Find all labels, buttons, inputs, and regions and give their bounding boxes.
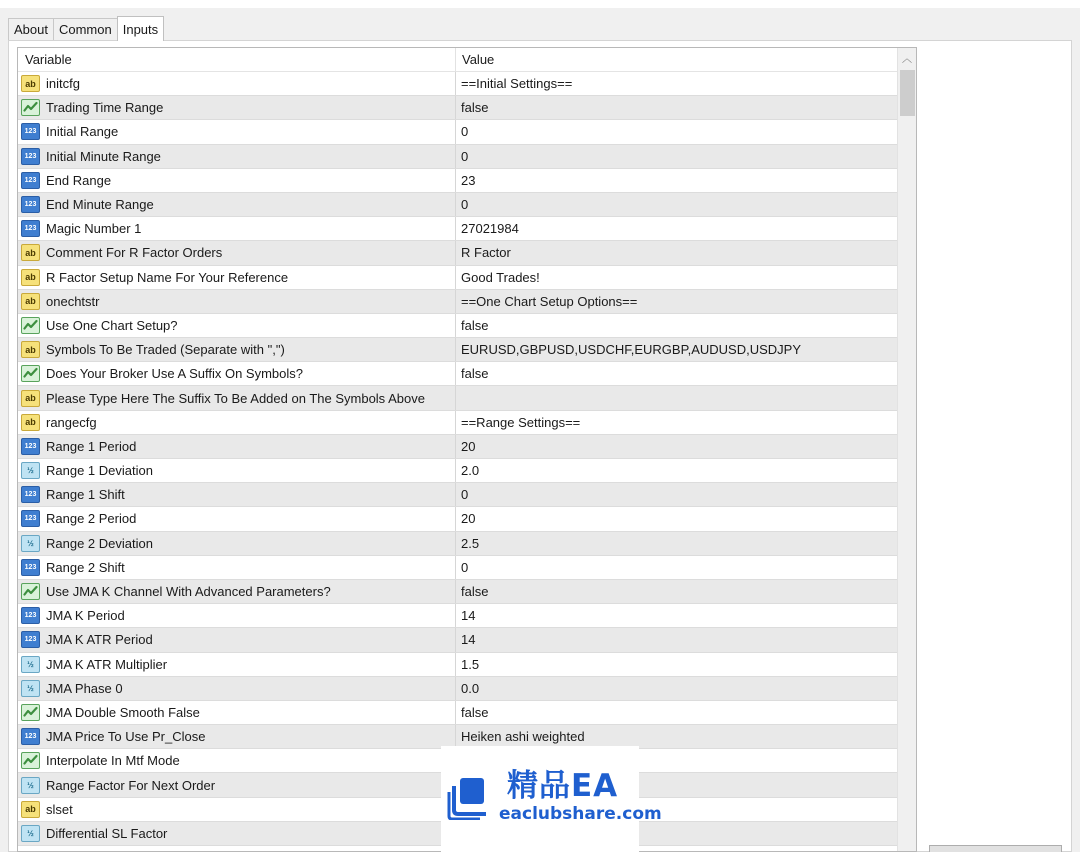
integer-type-icon: 123 <box>21 220 40 237</box>
table-row[interactable] <box>18 459 898 483</box>
table-row[interactable] <box>18 677 898 701</box>
value-cell[interactable]: 1.5 <box>461 656 480 672</box>
side-button-partial[interactable] <box>929 845 1062 852</box>
string-type-icon: ab <box>21 293 40 310</box>
variable-cell <box>18 701 456 724</box>
variable-name: onechtstr <box>46 293 100 309</box>
variable-name: JMA Price To Use Pr_Close <box>46 729 206 745</box>
tab-common[interactable]: Common <box>53 18 118 40</box>
value-cell[interactable]: 27021984 <box>461 221 519 237</box>
variable-cell <box>18 628 456 651</box>
value-cell[interactable]: ==One Chart Setup Options== <box>461 293 638 309</box>
value-cell[interactable]: 14 <box>461 608 476 624</box>
value-cell[interactable] <box>456 386 898 409</box>
value-cell[interactable]: 0 <box>461 124 469 140</box>
variable-name: Range 1 Period <box>46 438 137 454</box>
variable-cell <box>18 507 456 530</box>
column-header-variable[interactable]: Variable <box>18 48 456 72</box>
table-row[interactable] <box>18 435 898 459</box>
variable-name: JMA K ATR Multiplier <box>46 656 168 672</box>
integer-type-icon: 123 <box>21 148 40 165</box>
variable-name: JMA Double Smooth False <box>46 704 200 720</box>
variable-name: Range 1 Deviation <box>46 463 153 479</box>
table-row[interactable] <box>18 507 898 531</box>
variable-name: Please Type Here The Suffix To Be Added on The Symbols Above <box>46 390 425 406</box>
value-cell[interactable]: 14 <box>461 632 476 648</box>
integer-type-icon: 123 <box>21 559 40 576</box>
variable-name: Magic Number 1 <box>46 221 142 237</box>
integer-type-icon: 123 <box>21 510 40 527</box>
table-row[interactable] <box>18 241 898 265</box>
variable-cell <box>18 314 456 337</box>
table-row[interactable] <box>18 193 898 217</box>
variable-cell <box>18 217 456 240</box>
variable-name: JMA K ATR Period <box>46 632 153 648</box>
integer-type-icon: 123 <box>21 123 40 140</box>
variable-name: Does Your Broker Use A Suffix On Symbols? <box>46 366 304 382</box>
tab-about[interactable]: About <box>8 18 54 40</box>
grid-rows <box>18 72 898 846</box>
value-cell[interactable]: false <box>461 317 489 333</box>
variable-cell <box>18 72 456 95</box>
tab-bar <box>8 16 163 40</box>
variable-cell <box>18 653 456 676</box>
integer-type-icon: 123 <box>21 728 40 745</box>
double-type-icon: ½ <box>21 535 40 552</box>
value-cell[interactable]: R Factor <box>461 245 511 261</box>
variable-cell <box>18 169 456 192</box>
table-row[interactable] <box>18 604 898 628</box>
value-cell[interactable]: 20 <box>461 438 476 454</box>
scrollbar-thumb[interactable] <box>900 70 915 116</box>
window-top-strip <box>0 0 1080 8</box>
value-cell[interactable]: ==Range Settings== <box>461 414 581 430</box>
table-row[interactable] <box>18 290 898 314</box>
integer-type-icon: 123 <box>21 486 40 503</box>
boolean-type-icon <box>21 752 40 769</box>
table-row[interactable] <box>18 266 898 290</box>
table-row[interactable] <box>18 362 898 386</box>
scroll-up-arrow-icon[interactable]: ︿ <box>902 53 912 65</box>
table-row[interactable] <box>18 145 898 169</box>
variable-cell <box>18 580 456 603</box>
boolean-type-icon <box>21 583 40 600</box>
value-cell[interactable]: 23 <box>461 172 476 188</box>
variable-name: JMA Phase 0 <box>46 680 123 696</box>
variable-cell <box>18 338 456 361</box>
watermark-title: 精品EA <box>507 768 619 804</box>
value-cell[interactable]: false <box>461 584 489 600</box>
table-row[interactable] <box>18 580 898 604</box>
variable-cell <box>18 145 456 168</box>
value-cell[interactable]: 2.5 <box>461 535 480 551</box>
double-type-icon: ½ <box>21 656 40 673</box>
variable-cell <box>18 459 456 482</box>
variable-cell <box>18 725 456 748</box>
integer-type-icon: 123 <box>21 607 40 624</box>
variable-name: End Minute Range <box>46 197 154 213</box>
variable-name: Use One Chart Setup? <box>46 317 178 333</box>
value-cell[interactable]: false <box>461 704 489 720</box>
table-row[interactable] <box>18 411 898 435</box>
integer-type-icon: 123 <box>21 438 40 455</box>
value-cell[interactable]: EURUSD,GBPUSD,USDCHF,EURGBP,AUDUSD,USDJPY <box>461 342 801 358</box>
variable-name: rangecfg <box>46 414 97 430</box>
variable-cell <box>18 556 456 579</box>
variable-cell <box>18 749 456 772</box>
books-logo-icon <box>446 774 492 820</box>
variable-name: JMA K Period <box>46 608 125 624</box>
string-type-icon: ab <box>21 414 40 431</box>
integer-type-icon: 123 <box>21 196 40 213</box>
table-row[interactable] <box>18 483 898 507</box>
value-cell[interactable]: 0 <box>461 559 469 575</box>
value-cell[interactable]: false <box>461 100 489 116</box>
variable-name: Comment For R Factor Orders <box>46 245 223 261</box>
boolean-type-icon <box>21 317 40 334</box>
value-cell[interactable]: 2.0 <box>461 463 480 479</box>
variable-cell <box>18 798 456 821</box>
inputs-grid <box>17 47 917 852</box>
variable-cell <box>18 677 456 700</box>
table-row[interactable] <box>18 556 898 580</box>
value-cell[interactable]: 20 <box>461 511 476 527</box>
double-type-icon: ½ <box>21 462 40 479</box>
value-cell[interactable]: 0 <box>461 197 469 213</box>
value-cell[interactable]: 0 <box>461 148 469 164</box>
variable-cell <box>18 241 456 264</box>
string-type-icon: ab <box>21 801 40 818</box>
table-row[interactable] <box>18 628 898 652</box>
table-row[interactable] <box>18 96 898 120</box>
variable-name: Range 1 Shift <box>46 487 125 503</box>
variable-cell <box>18 96 456 119</box>
string-type-icon: ab <box>21 390 40 407</box>
variable-cell <box>18 120 456 143</box>
variable-cell <box>18 483 456 506</box>
vertical-scrollbar[interactable] <box>897 48 916 852</box>
variable-name: Range Factor For Next Order <box>46 777 216 793</box>
variable-cell <box>18 193 456 216</box>
table-row[interactable] <box>18 386 898 410</box>
integer-type-icon: 123 <box>21 631 40 648</box>
variable-name: Symbols To Be Traded (Separate with ",") <box>46 342 285 358</box>
variable-cell <box>18 266 456 289</box>
variable-name: Use JMA K Channel With Advanced Parameters? <box>46 584 331 600</box>
integer-type-icon: 123 <box>21 172 40 189</box>
variable-name: slset <box>46 801 73 817</box>
column-header-value[interactable]: Value <box>462 52 495 67</box>
variable-cell <box>18 532 456 555</box>
string-type-icon: ab <box>21 244 40 261</box>
watermark-overlay <box>441 746 662 852</box>
watermark-url: eaclubshare.com <box>499 804 662 824</box>
table-row[interactable] <box>18 314 898 338</box>
variable-cell <box>18 386 456 409</box>
variable-name: Differential SL Factor <box>46 825 168 841</box>
variable-cell <box>18 362 456 385</box>
value-cell[interactable]: false <box>461 366 489 382</box>
variable-name: Range 2 Shift <box>46 559 125 575</box>
table-row[interactable] <box>18 338 898 362</box>
variable-name: R Factor Setup Name For Your Reference <box>46 269 289 285</box>
variable-cell <box>18 773 456 796</box>
value-cell[interactable]: Good Trades! <box>461 269 540 285</box>
grid-header <box>18 48 898 72</box>
variable-cell <box>18 435 456 458</box>
string-type-icon: ab <box>21 269 40 286</box>
variable-name: Initial Range <box>46 124 119 140</box>
variable-name: Trading Time Range <box>46 100 164 116</box>
variable-name: initcfg <box>46 76 80 92</box>
variable-name: Initial Minute Range <box>46 148 161 164</box>
tab-inputs[interactable]: Inputs <box>117 16 164 41</box>
table-row[interactable] <box>18 532 898 556</box>
value-cell[interactable]: Heiken ashi weighted <box>461 729 585 745</box>
table-row[interactable] <box>18 169 898 193</box>
variable-name: Range 2 Deviation <box>46 535 153 551</box>
value-cell[interactable]: ==Initial Settings== <box>461 76 573 92</box>
variable-name: End Range <box>46 172 112 188</box>
table-row[interactable] <box>18 72 898 96</box>
variable-name: Range 2 Period <box>46 511 137 527</box>
double-type-icon: ½ <box>21 777 40 794</box>
string-type-icon: ab <box>21 75 40 92</box>
boolean-type-icon <box>21 99 40 116</box>
table-row[interactable] <box>18 120 898 144</box>
value-cell[interactable]: 0.0 <box>461 680 480 696</box>
boolean-type-icon <box>21 704 40 721</box>
variable-cell <box>18 604 456 627</box>
variable-name: Interpolate In Mtf Mode <box>46 753 180 769</box>
double-type-icon: ½ <box>21 680 40 697</box>
variable-cell <box>18 411 456 434</box>
table-row[interactable] <box>18 217 898 241</box>
string-type-icon: ab <box>21 341 40 358</box>
table-row[interactable] <box>18 701 898 725</box>
variable-cell <box>18 822 456 845</box>
boolean-type-icon <box>21 365 40 382</box>
table-row[interactable] <box>18 653 898 677</box>
variable-cell <box>18 290 456 313</box>
value-cell[interactable]: 0 <box>461 487 469 503</box>
double-type-icon: ½ <box>21 825 40 842</box>
